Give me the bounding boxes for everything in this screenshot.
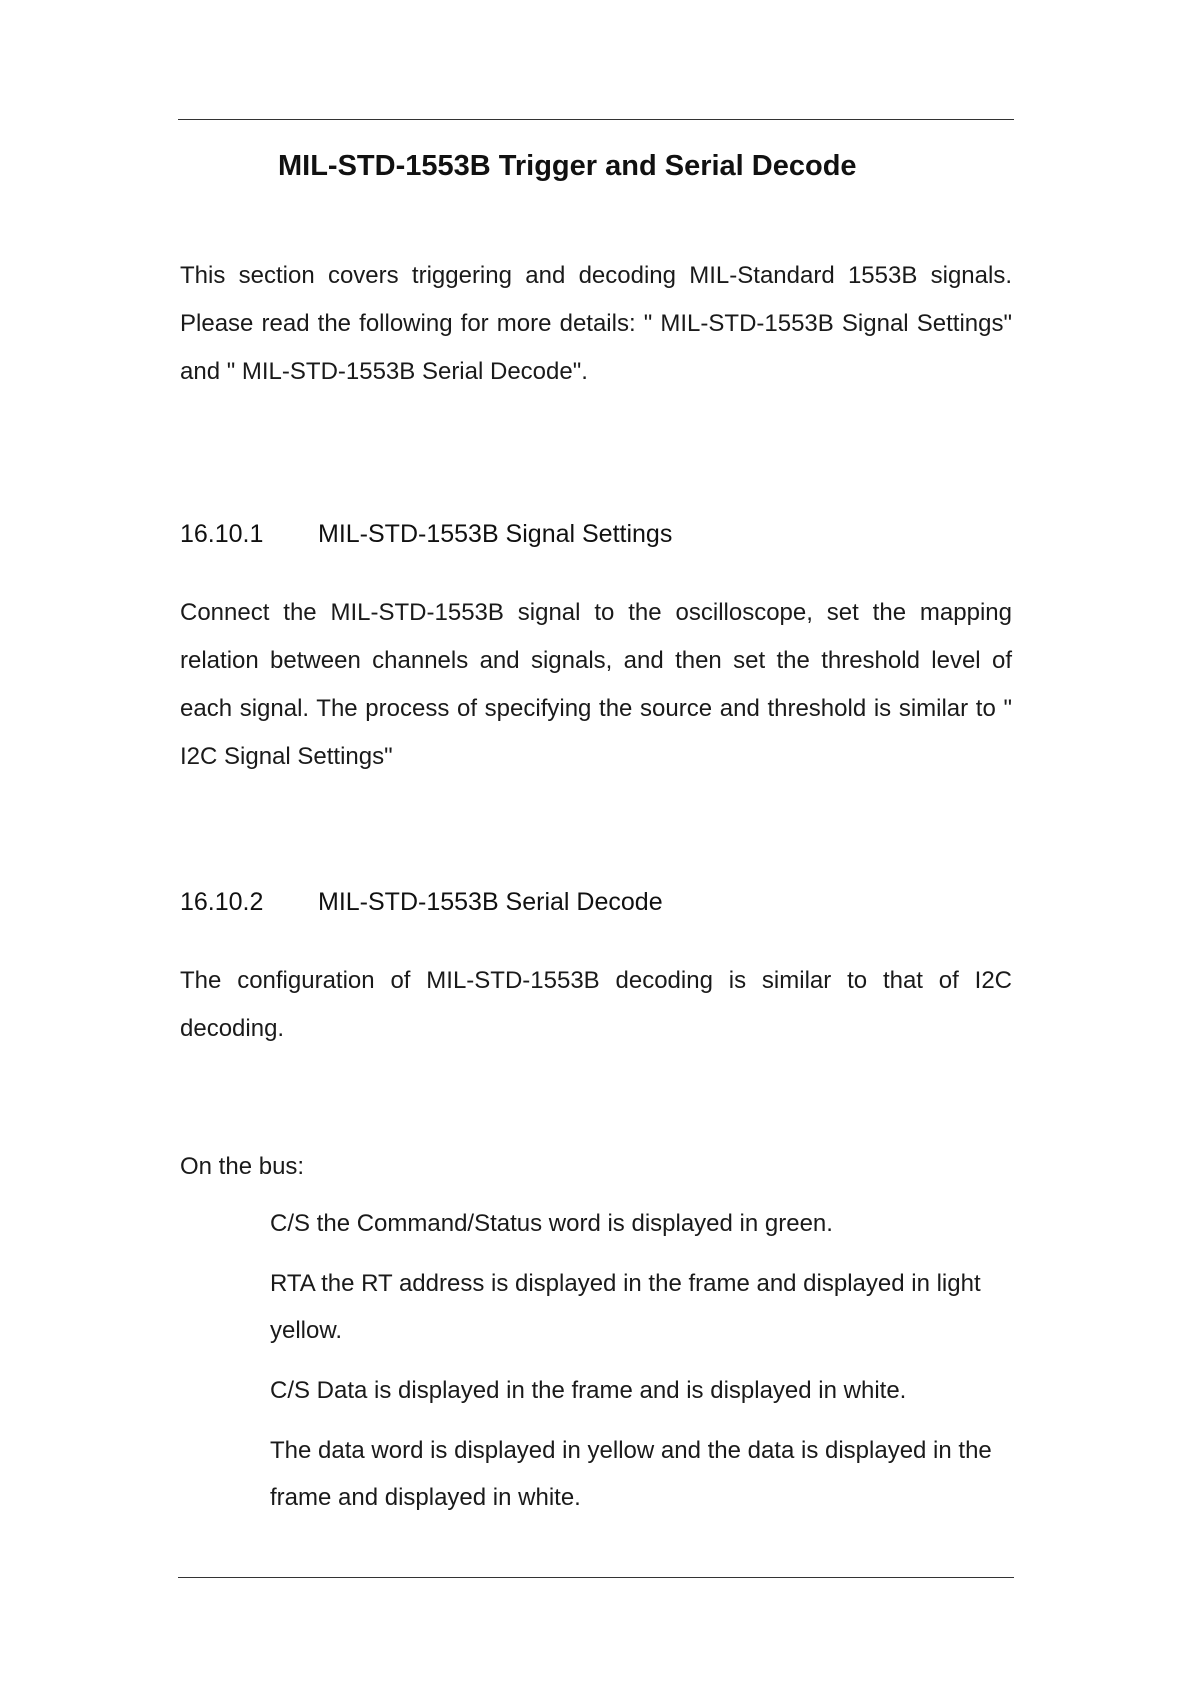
bus-list [270,1200,1010,1534]
list-item: C/S Data is displayed in the frame and is displayed in white. [270,1377,907,1404]
section-heading-16-10-1 [180,520,1012,549]
section-heading-16-10-2 [180,888,1012,917]
header-rule [178,119,1014,120]
page-title: MIL-STD-1553B Trigger and Serial Decode [278,150,857,182]
bus-label: On the bus: [180,1153,305,1180]
list-item: The data word is displayed in yellow and the data is displayed in the frame and displayed in white. [270,1437,992,1511]
section-title: MIL-STD-1553B Signal Settings [318,520,673,548]
footer-rule [178,1577,1014,1578]
section-number: 16.10.2 [180,888,264,916]
intro-paragraph: This section covers triggering and decoding MIL-Standard 1553B signals. Please read the following for more details: " MIL-STD-1553B Signal Settings" and " MIL-STD-1553B Serial Decode". [180,262,1012,385]
list-item: C/S the Command/Status word is displayed in green. [270,1210,833,1237]
section-body-16-10-2: The configuration of MIL-STD-1553B decoding is similar to that of I2C decoding. [180,967,1012,1042]
section-body-16-10-1: Connect the MIL-STD-1553B signal to the oscilloscope, set the mapping relation between channels and signals, and then set the threshold level of each signal. The process of specifying the source and threshold is similar to " I2C Signal Settings" [180,599,1012,770]
list-item: RTA the RT address is displayed in the frame and displayed in light yellow. [270,1270,981,1344]
section-number: 16.10.1 [180,520,264,548]
section-title: MIL-STD-1553B Serial Decode [318,888,663,916]
